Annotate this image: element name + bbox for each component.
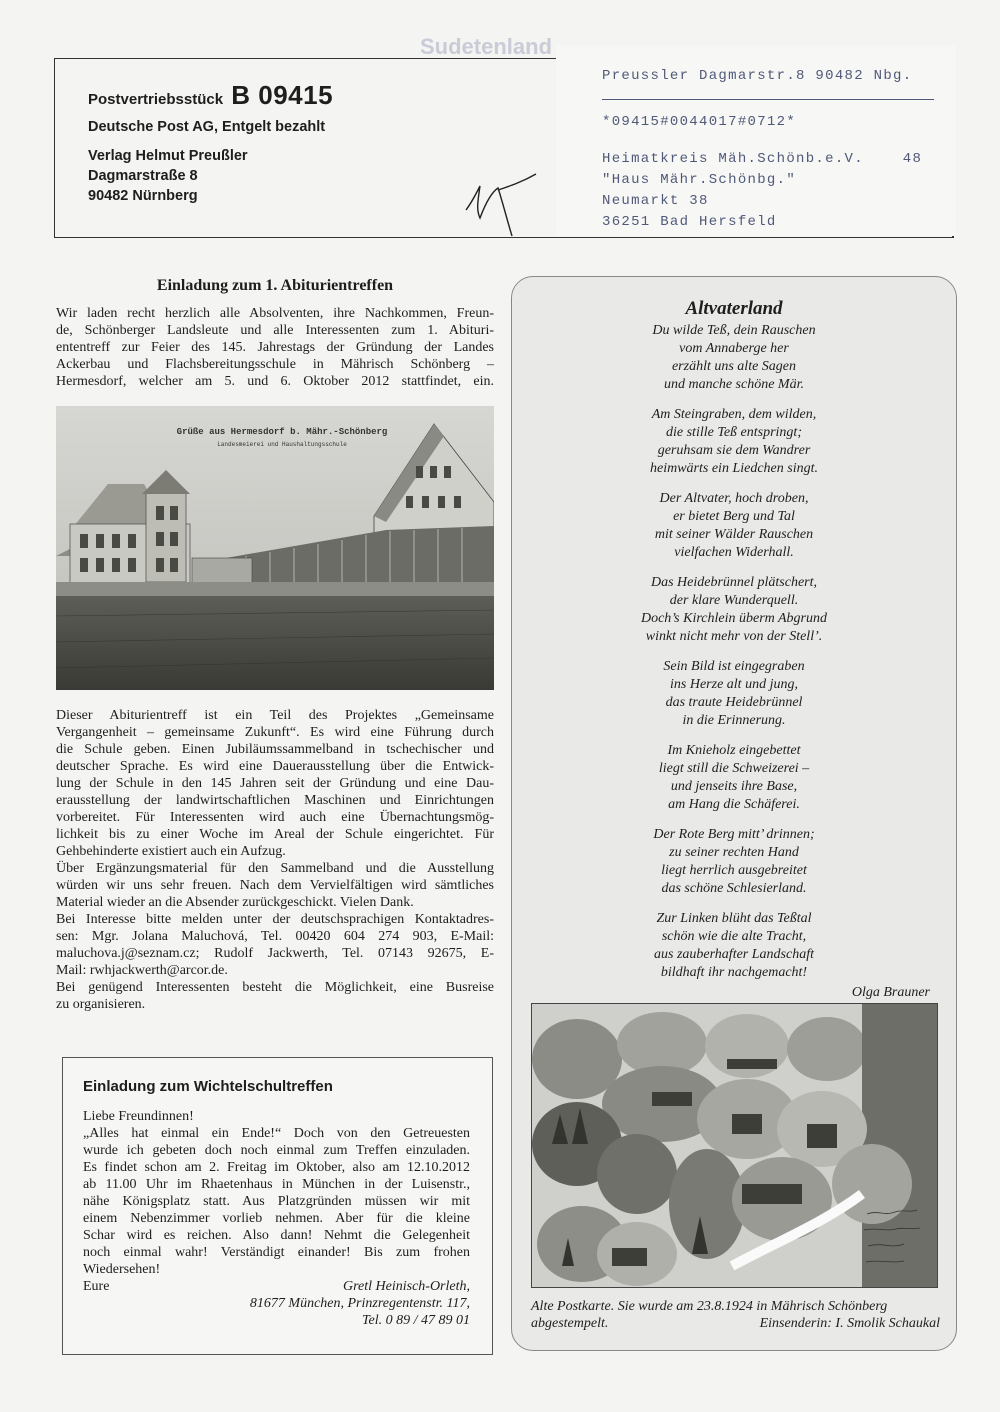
- signature-address: 81677 München, Prinzregentenstr. 117,: [249, 1296, 470, 1311]
- address-sender-line: Preussler Dagmarstr.8 90482 Nbg.: [602, 68, 913, 84]
- caption-line: abgestempelt.: [531, 1316, 609, 1331]
- post-line: Deutsche Post AG, Entgelt bezahlt: [88, 119, 326, 135]
- signature-name: Gretl Heinisch-Orleth,: [342, 1279, 470, 1294]
- article1-body: [56, 707, 494, 1013]
- poem-line: Du wilde Teß, dein Rauschen: [652, 323, 816, 338]
- poem-line: bildhaft ihr nachgemacht!: [660, 965, 808, 980]
- address-label: [556, 46, 956, 236]
- poem-line: geruhsam sie dem Wandrer: [657, 443, 811, 458]
- poem-stanza: [512, 490, 956, 562]
- poem-line: schön wie die alte Tracht,: [661, 929, 807, 944]
- poem-stanza: [512, 742, 956, 814]
- poem-line: Der Altvater, hoch droben,: [659, 491, 809, 506]
- text-line: Liebe Freundinnen!: [83, 1109, 194, 1124]
- postvertrieb-number: B 09415: [231, 80, 334, 110]
- body-line: deutscher Sprache. Es wird eine Dauerausstellung über die Entwick-: [56, 759, 494, 774]
- intro-line: de, Schönberger Landsleute und alle Interessenten zum 1. Abituri-: [56, 323, 494, 338]
- poem-line: und manche schöne Mär.: [664, 377, 804, 392]
- poem-line: liegt still die Schweizerei –: [658, 761, 810, 776]
- poem-line: mit seiner Wälder Rauschen: [654, 527, 814, 542]
- poem-stanza: [512, 406, 956, 478]
- poem-line: die stille Teß entspringt;: [666, 425, 802, 440]
- poem-line: am Hang die Schäferei.: [668, 797, 800, 812]
- body-line: maluchova.j@seznam.cz; Rudolf Jackwerth, Tel. 07143 92675, E-: [56, 946, 494, 961]
- body-line: vorbereitet. Für Interessenten wird auch eine Übernachtungsmög-: [56, 810, 494, 825]
- article2-title: Einladung zum Wichtelschultreffen: [83, 1078, 333, 1095]
- poem-stanza: [512, 658, 956, 730]
- text-line: Schar wird es reichen. Also dann! Nehmt die Gelegenheit: [83, 1228, 470, 1243]
- intro-line: Hermesdorf, welcher am 5. und 6. Oktober 2012 stattfindet, ein.: [56, 374, 494, 389]
- intro-line: ententreff zur Feier des 145. Jahrestags der Gründung der Landes: [56, 340, 494, 355]
- body-line: lichkeit bis zu einer Woche im Areal der Schule eingerichtet. Für: [56, 827, 494, 842]
- poem-line: vom Annaberge her: [679, 341, 789, 356]
- caption-line: Alte Postkarte. Sie wurde am 23.8.1924 in Mährisch Schönberg: [531, 1299, 888, 1314]
- body-line: zu organisieren.: [56, 997, 146, 1012]
- article1-intro: [56, 305, 494, 390]
- publisher-city: 90482 Nürnberg: [88, 188, 198, 204]
- postcard-caption: [531, 1298, 946, 1332]
- text-line: Wiedersehen!: [83, 1262, 161, 1277]
- intro-line: Wir laden recht herzlich alle Absolventen, ihre Nachkommen, Freun-: [56, 306, 494, 321]
- poem-line: Am Steingraben, dem wilden,: [651, 407, 817, 422]
- recipient-line: Neumarkt 38: [602, 193, 709, 209]
- photo-caption: Grüße aus Hermesdorf b. Mähr.-Schönberg: [176, 427, 388, 437]
- poem-line: und jenseits ihre Base,: [670, 779, 798, 794]
- hermesdorf-school-photo: [56, 406, 494, 690]
- body-line: Dieser Abiturientreff ist ein Teil des Projektes „Gemeinsame: [56, 708, 494, 723]
- poem-stanza: [512, 322, 956, 394]
- body-line: erausstellung der landwirtschaftlichen Maschinen und Einrichtungen: [56, 793, 494, 808]
- article2-text: [83, 1108, 470, 1329]
- body-line: Über Ergänzungsmaterial für den Sammelband und die Ausstellung: [56, 861, 494, 876]
- publisher-name: Verlag Helmut Preußler: [88, 148, 248, 164]
- body-line: sen: Mgr. Jolana Maluchová, Tel. 00420 604 274 903, E-Mail:: [56, 929, 494, 944]
- poem-line: Der Rote Berg mitt’ drinnen;: [653, 827, 815, 842]
- poem-line: Im Knieholz eingebettet: [667, 743, 801, 758]
- body-line: Material wieder an die Absender zurückgeschickt. Vielen Dank.: [56, 895, 414, 910]
- poem-line: das schöne Schlesierland.: [661, 881, 807, 896]
- poem-line: in die Erinnerung.: [682, 713, 786, 728]
- poem-title: Altvaterland: [685, 298, 783, 319]
- poem-line: der klare Wunderquell.: [669, 593, 799, 608]
- poem-author: Olga Brauner: [851, 985, 930, 1000]
- closing: Eure: [83, 1279, 110, 1294]
- text-line: „Alles hat einmal ein Ende!“ Doch von den Getreuesten: [83, 1126, 470, 1141]
- poem-line: vielfachen Widerhall.: [674, 545, 794, 560]
- body-line: lung der Schule in den 145 Jahren seit der Gründung und eine Dau-: [56, 776, 494, 791]
- recipient-line: 36251 Bad Hersfeld: [602, 214, 777, 230]
- photo-subcaption: Landesmeierei und Haushaltungsschule: [217, 441, 347, 448]
- text-line: ab 11.00 Uhr im Rhaetenhaus in München in der Luisenstr.,: [83, 1177, 470, 1192]
- poem-line: zu seiner rechten Hand: [669, 845, 799, 860]
- poem-line: winkt nicht mehr von der Stell’.: [645, 629, 823, 644]
- intro-line: Ackerbau und Flachsbereitungsschule in Mährisch Schönberg –: [56, 357, 494, 372]
- text-line: nähe Königsplatz statt. Aus Platzgründen müssen wir mit: [83, 1194, 470, 1209]
- body-line: Mail: rwhjackwerth@arcor.de.: [56, 963, 228, 978]
- address-rule: [602, 99, 934, 100]
- body-line: die Schule geben. Einen Jubiläumssammelband in tschechischer und: [56, 742, 494, 757]
- ghost-bleedthrough-text: Sudetenland: [420, 34, 553, 59]
- poem-line: Doch’s Kirchlein überm Abgrund: [640, 611, 827, 626]
- poem-line: erzählt uns alte Sagen: [671, 359, 797, 374]
- poem-line: aus zauberhafter Landschaft: [654, 947, 814, 962]
- poem-line: er bietet Berg und Tal: [673, 509, 795, 524]
- text-line: wurde ich gebeten doch noch einmal zum Treffen einzuladen.: [83, 1143, 470, 1158]
- poem-line: Das Heidebrünnel plätschert,: [650, 575, 818, 590]
- postvertrieb-line: [88, 80, 388, 111]
- poem-line: das traute Heidebrünnel: [665, 695, 803, 710]
- article1-title: Einladung zum 1. Abiturientreffen: [156, 277, 394, 294]
- caption-contributor: Einsenderin: I. Smolik Schaukal: [759, 1316, 940, 1331]
- wichtelschul-invitation-box: [62, 1057, 493, 1355]
- handwritten-mark: [462, 172, 542, 242]
- poem-stanza: [512, 910, 956, 982]
- text-line: noch einmal wahr! Verständigt einander! Bis zum frohen: [83, 1245, 470, 1260]
- sender-block: [88, 80, 388, 206]
- poem-line: heimwärts ein Liedchen singt.: [650, 461, 818, 476]
- publisher-street: Dagmarstraße 8: [88, 168, 198, 184]
- body-line: Gehbehinderte existiert auch ein Aufzug.: [56, 844, 286, 859]
- poem-line: Zur Linken blüht das Teßtal: [656, 911, 812, 926]
- recipient-line: "Haus Mähr.Schönbg.": [602, 172, 797, 188]
- body-line: Bei Interesse bitte melden unter der deutschsprachigen Kontaktadres-: [56, 912, 494, 927]
- poem-line: liegt herrlich ausgebreitet: [661, 863, 807, 878]
- postvertrieb-label: Postvertriebsstück: [88, 91, 224, 108]
- text-line: einem Nebenzimmer vorlieb nehmen. Aber für die kleine: [83, 1211, 470, 1226]
- recipient-line: Heimatkreis Mäh.Schönb.e.V. 48: [602, 151, 923, 167]
- body-line: Bei genügend Interessenten besteht die Möglichkeit, eine Busreise: [56, 980, 494, 995]
- text-line: Es findet schon am 2. Freitag im Oktober, also am 12.10.2012: [83, 1160, 470, 1175]
- poem-line: ins Herze alt und jung,: [670, 677, 798, 692]
- altvater-postcard-photo: [531, 1003, 938, 1288]
- address-code-line: *09415#0044017#0712*: [602, 114, 797, 130]
- body-line: würden wir uns sehr freuen. Nach dem Vervielfältigen wird sämtliches: [56, 878, 494, 893]
- signature-phone: Tel. 0 89 / 47 89 01: [362, 1313, 470, 1328]
- poem-line: Sein Bild ist eingegraben: [663, 659, 805, 674]
- poem-stanza: [512, 826, 956, 898]
- body-line: Vergangenheit – gemeinsame Zukunft“. Es wird eine Führung durch: [56, 725, 494, 740]
- poem-stanza: [512, 574, 956, 646]
